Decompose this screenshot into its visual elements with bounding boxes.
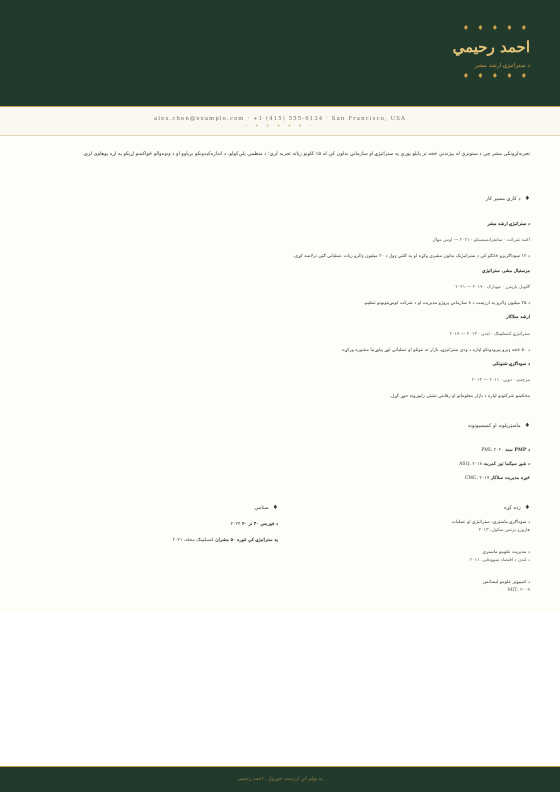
job-description: د ۱۲ سوداګریزو څانګو کې د ستراتیژیک بدلون مشري وکړه او په کلني ډول د ۲۰ میلیون ډالرو زیات عملیاتي ګټې ترلاسه کړې. bbox=[292, 254, 530, 259]
diamond-icon: ♦ bbox=[524, 195, 530, 202]
certification-item: د PMP سند PMI، ۲۰۲۰ bbox=[481, 448, 530, 453]
education-degree: د مدیریت علومو ماستري bbox=[482, 550, 530, 555]
person-name: احمد رحیمي bbox=[452, 38, 530, 56]
ornament-stars-bottom: ♦ ♦ ♦ ♦ ♦ bbox=[462, 72, 530, 80]
diamond-icon: ♦ bbox=[272, 504, 278, 511]
education-section-title: ♦زده کړه bbox=[504, 504, 530, 511]
certification-item: د شپږ سیګما تور کمربند ASQ، ۲۰۱۸ bbox=[459, 462, 530, 467]
diamond-icon: ♦ bbox=[524, 422, 530, 429]
education-degree: د سوداګرۍ ماسټري، ستراتیژي او عملیات bbox=[451, 520, 530, 525]
award-item: د فوربس ۴۰ تر ۴۰ ۲۰۲۴ bbox=[230, 522, 278, 527]
job-company: ګلوبل پارټنرز · نیویارک · ۲۰۱۷ — ۲۰۲۱ bbox=[455, 285, 530, 290]
award-item: په ستراتیژۍ کې غوره ۵۰ مشران کنسلټینګ مجله، ۲۰۲۱ bbox=[172, 538, 278, 543]
contact-line: alex.chen@example.com · +1 (415) 555-0134 · San Francisco, USA bbox=[153, 116, 407, 122]
job-role: مرستیال مشر، ستراتیژي bbox=[482, 269, 530, 274]
education-school: MIT، ۲۰۰۹ bbox=[507, 588, 530, 593]
resume-body bbox=[0, 136, 560, 612]
awards-section-title: ♦ستاینې bbox=[254, 504, 278, 511]
job-company: مرچنټ · دوبۍ · ۲۰۱۱ — ۲۰۱۳ bbox=[472, 378, 530, 383]
job-title: د ستراتیژۍ ارشد مشر bbox=[474, 62, 530, 69]
resume-footer: په ټولو کې ارزښت جوړول · احمد رحیمي bbox=[0, 766, 560, 792]
resume-header bbox=[0, 0, 560, 107]
contact-bar bbox=[0, 107, 560, 136]
job-description: مخکښو شرکتونو لپاره د بازار معلوماتو او رقابتي شننې راپورونه جوړ کړل. bbox=[389, 394, 530, 399]
job-role: ارشد سلاکار bbox=[506, 315, 530, 320]
summary-text: تجربه‌لرونکی مشر چې د ستونزې له پیژندنې څخه تر پایلو پورې په ستراتیژۍ او سازماني بدلون کې له ۱۵ کلونو زیاته تجربه لري؛ د منظمې پلې‌کولو، د اندازه‌کېدونکو بریاوو او د ونډه‌والو ځواکمنو اړیکو په اړه پوهاوی لري. bbox=[82, 151, 530, 157]
job-company: ستراتیژۍ کنسلټینګ · لندن · ۲۰۱۳ — ۲۰۱۷ bbox=[449, 332, 530, 337]
job-role: د سوداګرۍ شنونکی bbox=[492, 362, 530, 367]
education-school: د لندن د اقتصاد ښوونځی، ۲۰۱۱ bbox=[469, 558, 530, 563]
job-description: د ۵۰ څخه ډېرو پېرودونکو لپاره د ودې ستراتیژۍ، بازار ته ننوتلو او عملیاتي لوړ پیاوړتیا مشوره ورکړه. bbox=[340, 348, 530, 353]
job-description: د ۲۵ میلیون ډالرو په ارزښت د ۸ سازماني پروژو مدیریت او د شرکت لومړیتوبونو تنظیم. bbox=[363, 301, 530, 306]
ornament-stars-top: ♦ ♦ ♦ ♦ ♦ bbox=[462, 24, 530, 32]
education-school: هارورډ بزنس سکول، ۲۰۱۳ bbox=[478, 528, 530, 533]
contact-ornament: — ♦ ♦ ♦ ♦ ♦ — bbox=[243, 123, 317, 128]
certification-item: څېړه مدیریت سلاکار CMC، ۲۰۱۷ bbox=[464, 476, 530, 481]
education-degree: د کمپیوټر علومو لیسانس bbox=[482, 580, 530, 585]
certifications-section-title: ♦ماسټرپلونه او کمیسیونونه bbox=[467, 422, 530, 429]
diamond-icon: ♦ bbox=[524, 504, 530, 511]
job-company: اکمه شرکت · سانفرانسیسکو · ۲۰۲۱ — اوس مهال bbox=[432, 238, 530, 243]
job-role: د ستراتیژۍ ارشد مشر bbox=[487, 222, 530, 227]
experience-section-title: ♦د کاري مسیر کار bbox=[485, 195, 530, 202]
